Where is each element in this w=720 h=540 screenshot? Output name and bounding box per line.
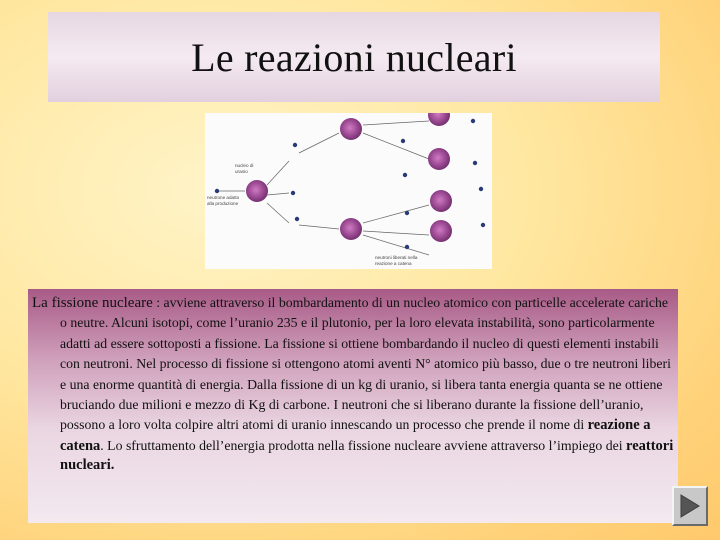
uranium-nucleus [428,113,450,126]
figure-label: neutrone adatto [207,195,240,200]
neutron [401,139,405,143]
neutron [215,189,219,193]
figure-label: uranio [235,169,248,174]
figure-label: nucleo di [235,163,254,168]
uranium-nucleus [428,148,450,170]
neutron [291,191,295,195]
neutron [403,173,407,177]
slide-title: Le reazioni nucleari [191,34,517,80]
fission-chain-svg [205,113,492,269]
neutron [293,143,297,147]
neutron [481,223,485,227]
neutron [405,245,409,249]
paragraph-text: : avviene attraverso il bombardamento di un nucleo atomico con particelle accelerate cariche o neutre. Alcuni isotopi, come l’uranio 235 e il plutonio, per la loro elevata instabilità, sono particolarmente adatti ad essere sottoposti a fissione. La fissione si ottiene bombardando il nucleo di questi elementi instabili con neutroni. Nel processo di fissione si ottengono atomi aventi N° atomico più basso, due o tre neutroni liberi e una enorme quantità di energia. Dalla fissione di un kg di uranio, si libera tanta energia quanta se ne ottiene bruciando due milioni e mezzo di Kg di carbone. I neutroni che si liberano durante la fissione dell’uranio, possono a loro volta colpire altri atomi di uranio innescando un processo che prende il nome di [60,295,671,433]
uranium-nucleus [246,180,268,202]
figure-label: reazione a catena [375,261,412,266]
fission-chain-diagram [205,113,492,269]
term-nuclear-fission: La fissione nucleare [32,295,153,311]
fission-paragraph [32,293,674,476]
term-chain-reaction: reazione a catena [60,417,651,454]
neutron [473,161,477,165]
content-text-box [28,289,678,523]
uranium-nucleus [340,218,362,240]
neutron [295,217,299,221]
uranium-nucleus [340,118,362,140]
uranium-nucleus [430,220,452,242]
paragraph-text: . Lo sfruttamento dell’energia prodotta nella fissione nucleare avviene attraverso l’impiego dei [100,437,627,453]
title-box [48,12,660,102]
figure-label: alla produzione [207,201,239,206]
neutron [471,119,475,123]
uranium-nucleus [430,190,452,212]
neutron [479,187,483,191]
next-slide-button[interactable] [672,486,708,526]
term-nuclear-reactors: reattori nucleari. [60,437,674,474]
figure-label: neutroni liberati nella [375,255,418,260]
neutron [405,211,409,215]
play-icon [679,493,701,519]
